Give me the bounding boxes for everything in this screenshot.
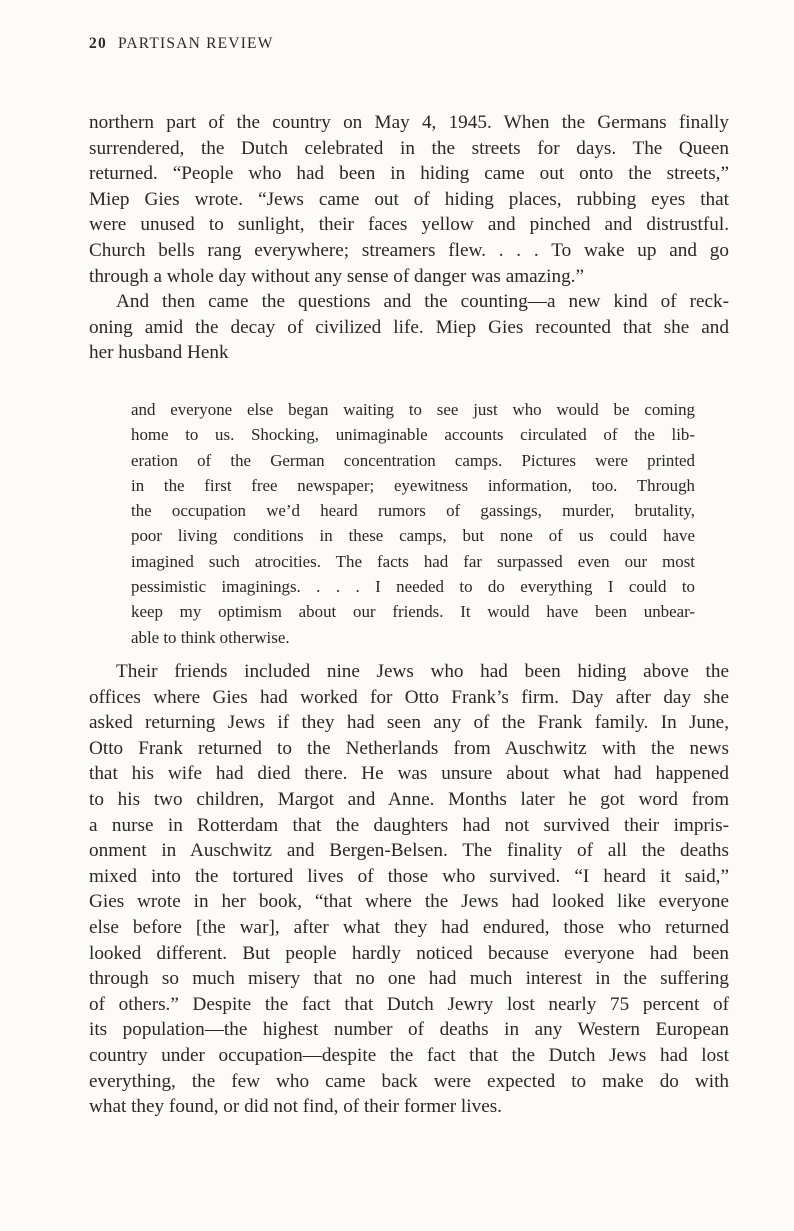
- quote-line: imagined such atrocities. The facts had far surpassed even our most: [131, 551, 695, 571]
- block-quote: [131, 397, 695, 650]
- quote-line: eration of the German concentration camps. Pictures were printed: [131, 450, 695, 470]
- page-number: 20: [89, 35, 107, 52]
- text-line: through a whole day without any sense of danger was amazing.”: [89, 265, 584, 287]
- text-line: its population—the highest number of deaths in any Western European: [89, 1019, 729, 1041]
- text-line: surrendered, the Dutch celebrated in the streets for days. The Queen: [89, 137, 729, 159]
- text-line: offices where Gies had worked for Otto Frank’s firm. Day after day she: [89, 686, 729, 708]
- paragraph-continued: [89, 110, 729, 289]
- text-line: returned. “People who had been in hiding came out onto the streets,”: [89, 163, 729, 185]
- text-line: to his two children, Margot and Anne. Months later he got word from: [89, 788, 729, 810]
- quote-line: poor living conditions in these camps, but none of us could have: [131, 526, 695, 546]
- text-line: mixed into the tortured lives of those who survived. “I heard it said,”: [89, 865, 729, 887]
- journal-title: PARTISAN REVIEW: [117, 35, 274, 52]
- text-line: Church bells rang everywhere; streamers flew. . . . To wake up and go: [89, 239, 729, 261]
- text-line: country under occupation—despite the fact that the Dutch Jews had lost: [89, 1044, 729, 1066]
- paragraph-friends: [89, 659, 729, 1120]
- text-line: Otto Frank returned to the Netherlands from Auschwitz with the news: [89, 737, 729, 759]
- text-line: that his wife had died there. He was unsure about what had happened: [89, 763, 729, 785]
- running-head: [89, 35, 274, 53]
- text-line: everything, the few who came back were expected to make do with: [89, 1070, 729, 1092]
- text-line: Their friends included nine Jews who had been hiding above the: [116, 661, 729, 682]
- text-line: northern part of the country on May 4, 1945. When the Germans finally: [89, 112, 729, 133]
- text-line: else before [the war], after what they had endured, those who returned: [89, 916, 729, 938]
- text-line: Miep Gies wrote. “Jews came out of hiding places, rubbing eyes that: [89, 188, 729, 210]
- text-line: looked different. But people hardly noticed because everyone had been: [89, 942, 729, 964]
- text-line: asked returning Jews if they had seen any of the Frank family. In June,: [89, 712, 729, 734]
- text-line: of others.” Despite the fact that Dutch Jewry lost nearly 75 percent of: [89, 993, 729, 1015]
- text-line: a nurse in Rotterdam that the daughters had not survived their impris-: [89, 814, 729, 836]
- text-line: And then came the questions and the counting—a new kind of reck-: [116, 291, 729, 312]
- quote-line: home to us. Shocking, unimaginable accounts circulated of the lib-: [131, 425, 695, 445]
- text-line: were unused to sunlight, their faces yellow and pinched and distrustful.: [89, 214, 729, 236]
- quote-line: keep my optimism about our friends. It would have been unbear-: [131, 602, 695, 622]
- text-line: Gies wrote in her book, “that where the Jews had looked like everyone: [89, 891, 729, 913]
- paragraph-intro-quote: [89, 289, 729, 366]
- quote-line: the occupation we’d heard rumors of gassings, murder, brutality,: [131, 501, 695, 521]
- quote-line: able to think otherwise.: [131, 627, 290, 647]
- quote-line: pessimistic imaginings. . . . I needed to do everything I could to: [131, 577, 695, 597]
- text-line: through so much misery that no one had much interest in the suffering: [89, 968, 729, 990]
- text-line: oning amid the decay of civilized life. Miep Gies recounted that she and: [89, 316, 729, 338]
- quote-line: in the first free newspaper; eyewitness information, too. Through: [131, 475, 695, 495]
- text-line: what they found, or did not find, of their former lives.: [89, 1096, 502, 1118]
- text-line: onment in Auschwitz and Bergen-Belsen. The finality of all the deaths: [89, 840, 729, 862]
- text-line: her husband Henk: [89, 342, 229, 364]
- quote-line: and everyone else began waiting to see just who would be coming: [131, 400, 695, 419]
